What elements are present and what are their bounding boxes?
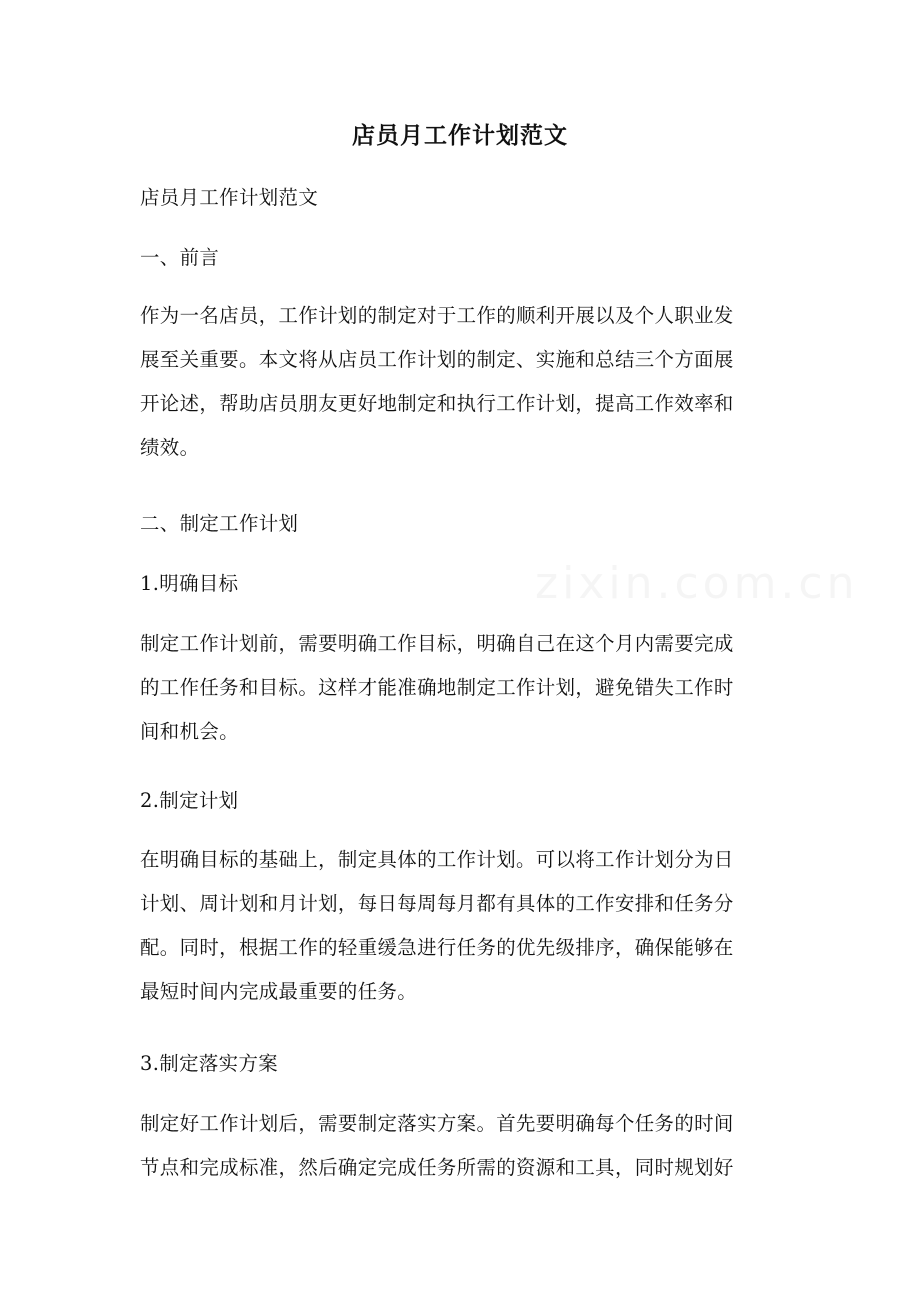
paragraph-line: 绩效。 <box>140 436 200 459</box>
paragraph-implementation <box>140 1102 782 1190</box>
paragraph-line: 开论述，帮助店员朋友更好地制定和执行工作计划，提高工作效率和 <box>140 392 734 415</box>
paragraph-line: 间和机会。 <box>140 720 239 743</box>
paragraph-line: 最短时间内完成最重要的任务。 <box>140 980 418 1003</box>
heading-text: 1.明确目标 <box>140 572 239 595</box>
paragraph-make-plan <box>140 838 782 1014</box>
paragraph-line: 在明确目标的基础上，制定具体的工作计划。可以将工作计划分为日 <box>140 848 734 871</box>
paragraph-line: 的工作任务和目标。这样才能准确地制定工作计划，避免错失工作时 <box>140 676 734 699</box>
paragraph-line: 配。同时，根据工作的轻重缓急进行任务的优先级排序，确保能够在 <box>140 936 734 959</box>
paragraph-line: 展至关重要。本文将从店员工作计划的制定、实施和总结三个方面展 <box>140 348 734 371</box>
paragraph-line: 制定好工作计划后，需要制定落实方案。首先要明确每个任务的时间 <box>140 1112 734 1135</box>
subtitle-text: 店员月工作计划范文 <box>140 186 319 209</box>
watermark: zixin.com.cn <box>535 558 859 609</box>
document-subtitle <box>140 180 782 216</box>
section-heading-make-plan <box>140 506 782 542</box>
paragraph-line: 节点和完成标准，然后确定完成任务所需的资源和工具，同时规划好 <box>140 1156 734 1179</box>
subheading-implementation <box>140 1046 782 1082</box>
paragraph-clear-goals <box>140 622 782 754</box>
heading-text: 2.制定计划 <box>140 789 239 812</box>
paragraph-line: 计划、周计划和月计划，每日每周每月都有具体的工作安排和任务分 <box>140 892 734 915</box>
heading-text: 3.制定落实方案 <box>140 1052 279 1075</box>
heading-text: 二、制定工作计划 <box>140 512 299 535</box>
subheading-make-plan <box>140 783 782 819</box>
paragraph-line: 作为一名店员，工作计划的制定对于工作的顺利开展以及个人职业发 <box>140 304 734 327</box>
heading-text: 一、前言 <box>140 246 220 269</box>
paragraph-preface <box>140 294 782 470</box>
paragraph-line: 制定工作计划前，需要明确工作目标，明确自己在这个月内需要完成 <box>140 632 734 655</box>
section-heading-preface <box>140 240 782 276</box>
document-title: 店员月工作计划范文 <box>352 122 568 149</box>
